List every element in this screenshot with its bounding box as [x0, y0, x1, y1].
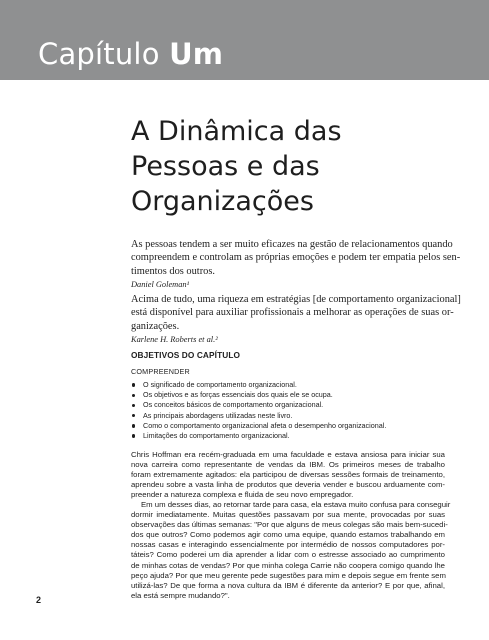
body-line: de minhas cotas de vendas? Por que minha colega Carrie não coopera comigo quando lhe: [131, 560, 445, 570]
body-line: nossas casas e interagindo essencialmente por intermédio de nossos computadores por-: [131, 540, 445, 550]
epigraph-line: ganizações.: [131, 320, 180, 332]
epigraph-author: Daniel Goleman¹: [131, 279, 190, 289]
body-line: utilizá-las? De que forma a nova cultura da IBM é diferente da anterior? E por que, afinal,: [131, 580, 445, 590]
chapter-number: Um: [169, 37, 224, 71]
epigraph-roberts: [131, 293, 461, 345]
objective-item: Limitações do comportamento organizacional.: [131, 431, 386, 441]
objective-item: O significado de comportamento organizacional.: [131, 380, 386, 390]
objectives-subheading: COMPREENDER: [131, 367, 190, 376]
body-line: observações das últimas semanas: "Por que alguns de meus colegas são mais bem-sucedi-: [131, 520, 448, 530]
body-line: nova carreira como representante de vendas da IBM. Os primeiros meses de trabalho: [131, 460, 445, 470]
body-line: foram extremamente agitados: ela participou de diversas sessões formais de treinamento,: [131, 470, 445, 480]
chapter-title-line: Pessoas e das: [131, 151, 320, 182]
chapter-heading: [38, 36, 223, 72]
body-line: dos que outros? Como podemos agir como uma equipe, quando estamos trabalhando em: [131, 530, 445, 540]
body-line: táteis? Como poderei um dia aprender a lidar com o estresse associado ao cumprimento: [131, 550, 445, 560]
epigraph-quote: [131, 293, 461, 333]
body-line: dormir imediatamente. Muitas questões passavam por sua mente, provocadas por suas: [131, 510, 445, 520]
epigraph-goleman: [131, 238, 461, 290]
body-line: ela está sempre mudando?".: [131, 590, 230, 600]
epigraph-author: Karlene H. Roberts et al.²: [131, 334, 218, 344]
objective-item: Os objetivos e as forças essenciais dos quais ele se ocupa.: [131, 390, 386, 400]
chapter-banner: [0, 0, 489, 80]
chapter-title-line: A Dinâmica das: [131, 116, 342, 147]
objective-item: As principais abordagens utilizadas neste livro.: [131, 411, 386, 421]
page-number: 2: [36, 595, 42, 605]
epigraph-line: Acima de tudo, uma riqueza em estratégias [de comportamento organizacional]: [131, 294, 461, 305]
objective-item: Como o comportamento organizacional afeta o desempenho organizacional.: [131, 421, 386, 431]
body-line: Em um desses dias, ao retornar tarde para casa, ela estava muito confusa para conseguir: [141, 500, 451, 510]
body-line: peço ajuda? Por que meu gerente pede sugestões para mim e depois segue em frente sem: [131, 570, 446, 580]
epigraph-line: timentos dos outros.: [131, 265, 215, 277]
epigraph-quote: [131, 238, 461, 278]
epigraph-line: As pessoas tendem a ser muito eficazes na gestão de relacionamentos quando: [131, 239, 453, 250]
epigraph-line: compreendem e controlam as próprias emoções e podem ter empatia pelos sen-: [131, 252, 461, 264]
body-line: Chris Hoffman era recém-graduada em uma faculdade e estava ansiosa para iniciar sua: [131, 450, 445, 459]
body-text: [131, 450, 451, 601]
chapter-title: [131, 114, 461, 219]
epigraph-line: está disponível para auxiliar profissionais a melhorar as operações de suas or-: [131, 307, 454, 319]
objective-item: Os conceitos básicos de comportamento organizacional.: [131, 400, 386, 410]
objectives-list: [131, 380, 386, 441]
body-line: aprendeu sobre a vasta linha de produtos que deveria vender e buscou arduamente com-: [131, 480, 445, 490]
body-line: preender a natureza complexa e fluida de seu novo empregador.: [131, 490, 354, 500]
chapter-title-line: Organizações: [131, 186, 314, 217]
objectives-heading: OBJETIVOS DO CAPÍTULO: [131, 350, 241, 360]
chapter-word: Capítulo: [38, 37, 160, 71]
